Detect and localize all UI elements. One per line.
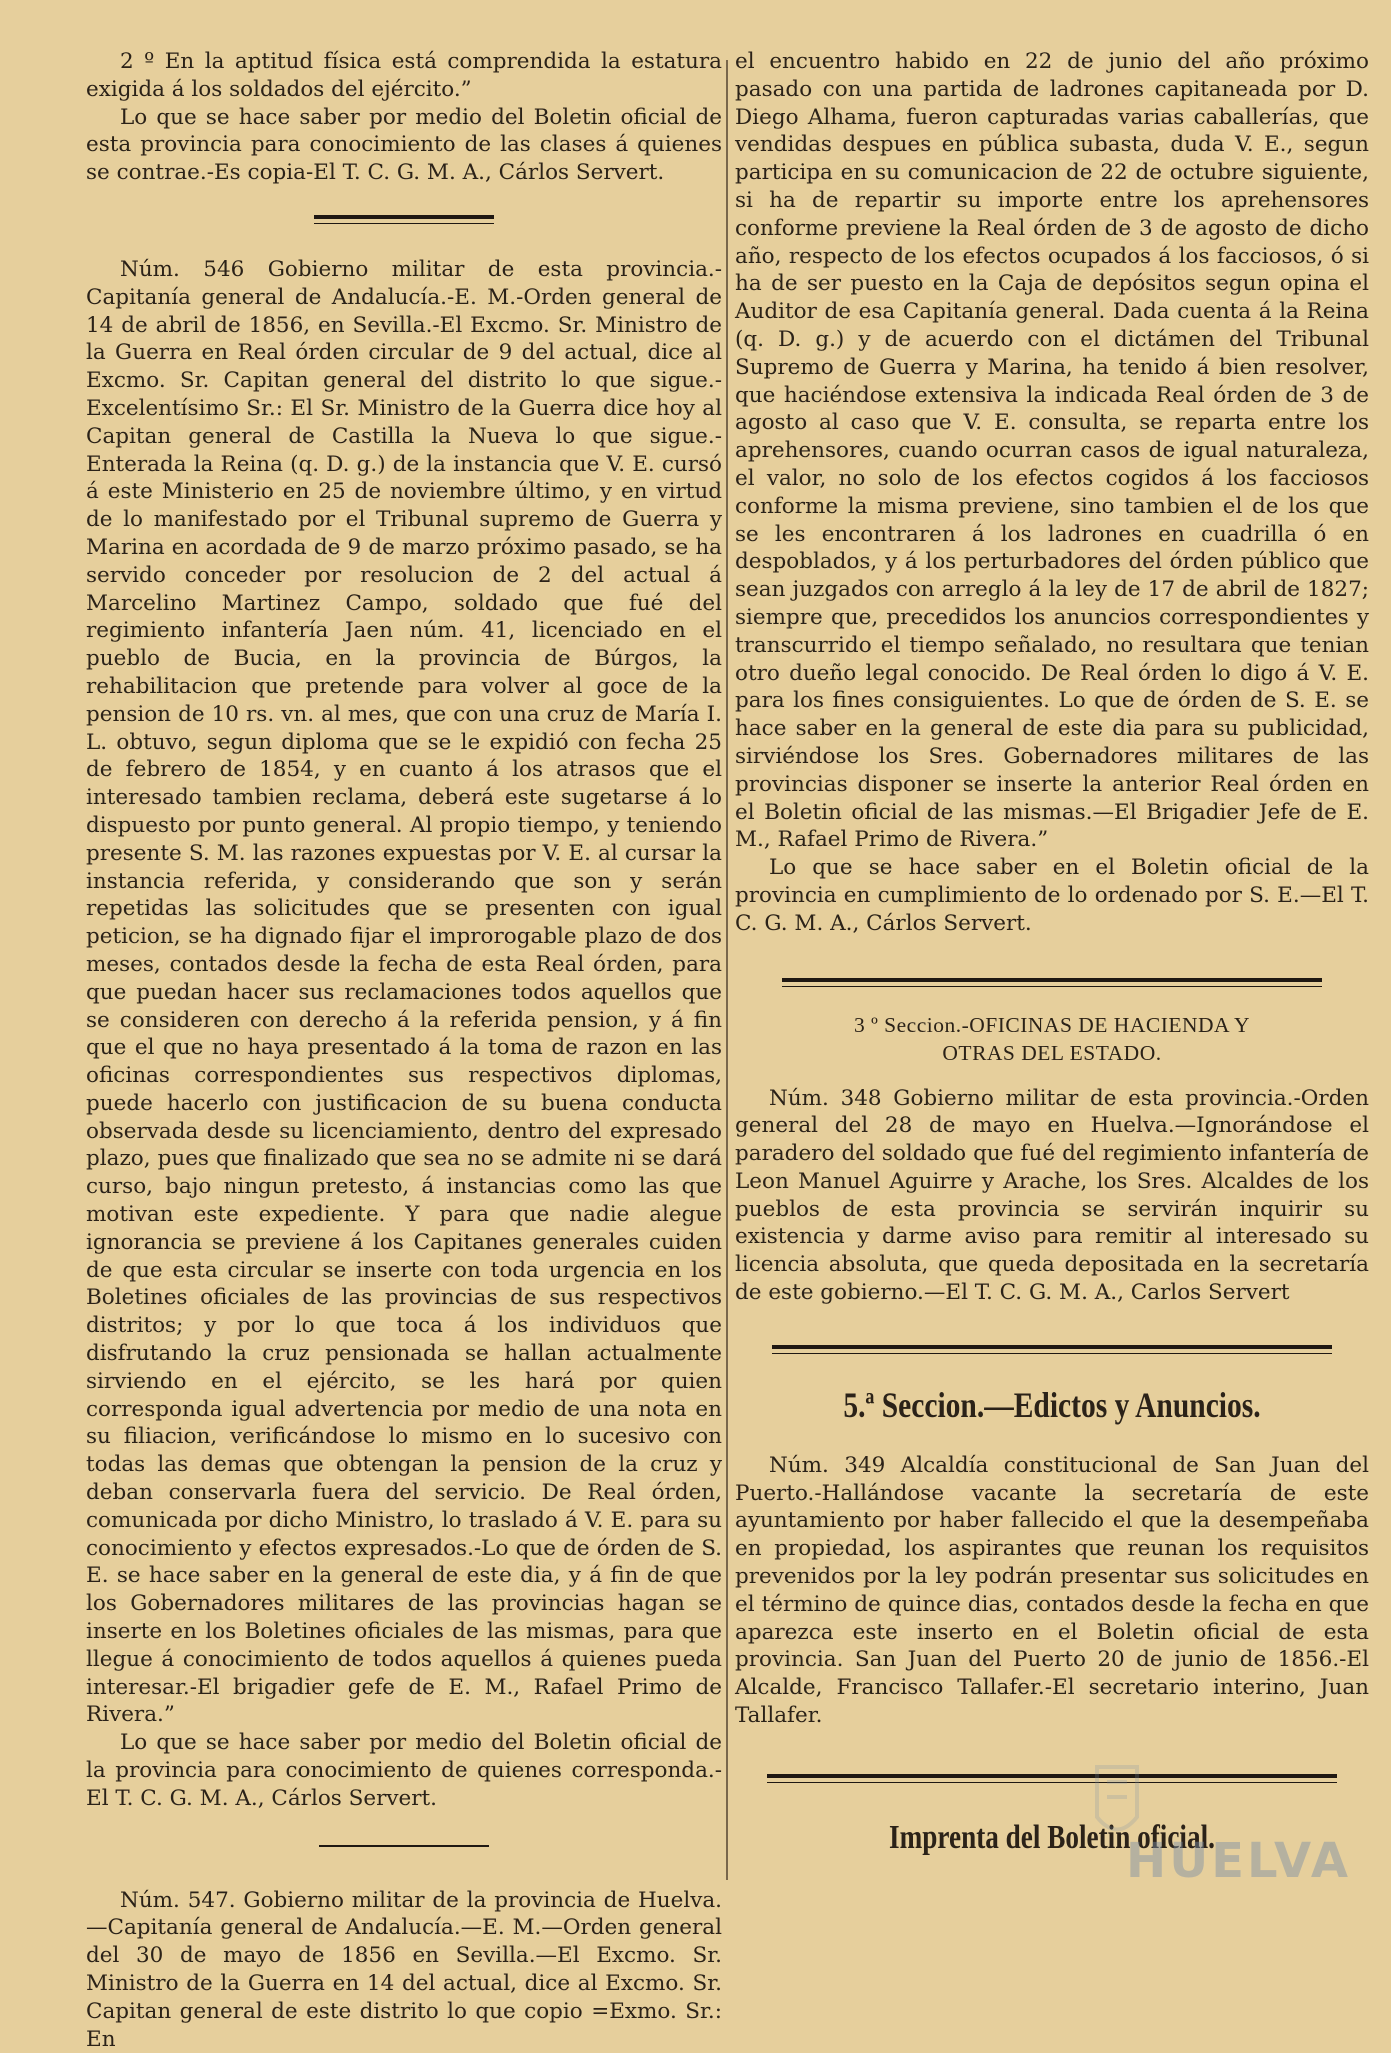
section-3-heading-line2: OTRAS DEL ESTADO. xyxy=(942,1040,1162,1065)
article-547-note: Lo que se hace saber en el Boletin oficial de la provincia en cumplimiento de lo ordenado por S. E.—El T. C. G. M. A., Cárlos Servert. xyxy=(735,855,1369,936)
separator-rule xyxy=(314,215,494,224)
separator-rule xyxy=(319,1845,489,1847)
article-547-continued: el encuentro habido en 22 de junio del año próximo pasado con una partida de ladrones capitaneada por D. Diego Alhama, fueron capturadas varias caballerías, que vendidas despues en pública subasta, duda V. E., segun participa en su comunicacion de 22 de octubre siguiente, si ha de repartir su importe entre los aprehensores conforme previene la Real órden de 3 de agosto de dicho año, respecto de los efectos ocupados á los facciosos, ó si ha de ser puesto en la Caja de depósitos segun opina el Auditor de esa Capitanía general. Dada cuenta á la Reina (q. D. g.) y de acuerdo con el dictámen del Tribunal Supremo de Guerra y Marina, ha tenido á bien resolver, que haciéndose extensiva la indicada Real órden de 3 de agosto al caso que V. E. consulta, se reparta entre los aprehensores, cuando ocurran casos de igual naturaleza, el valor, no solo de los efectos cogidos á los facciosos conforme la misma previene, sino tambien el de los que se les encontraren á los ladrones en cuadrilla ó en despoblados, y á los perturbadores del órden público que sean juzgados con arreglo á la ley de 17 de abril de 1827; siempre que, precedidos los anuncios correspondientes y transcurrido el tiempo señalado, no resultara que tenian otro dueño legal conocido. De Real órden lo digo á V. E. para los fines consiguientes. Lo que de órden de S. E. se hace saber en la general de este dia para su publicidad, sirviéndose los Sres. Gobernadores militares de las provincias disponer se inserte la anterior Real órden en el Boletin oficial de las mismas.—El Brigadier Jefe de E. M., Rafael Primo de Rivera.” xyxy=(735,49,1369,853)
article-546-note: Lo que se hace saber por medio del Boletin oficial de la provincia para conocimiento de quienes corresponda.-El T. C. G. M. A., Cárlos Servert. xyxy=(86,1730,722,1811)
article-349: Núm. 349 Alcaldía constitucional de San Juan del Puerto.-Hallándose vacante la secretaría de este ayuntamiento por haber fallecido el que la desempeñaba en propiedad, los aspirantes que reunan los requisitos prevenidos por la ley podrán presentar sus solicitudes en el término de quince dias, contados desde la fecha en que aparezca este inserto en el Boletin oficial de esta provincia. San Juan del Puerto 20 de junio de 1856.-El Alcalde, Francisco Tallafer.-El secretario interino, Juan Tallafer. xyxy=(735,1452,1369,1729)
section-3-heading-line1: 3 º Seccion.-OFICINAS DE HACIENDA Y xyxy=(853,1012,1250,1037)
item-2-note: Lo que se hace saber por medio del Boletin oficial de esta provincia para conocimiento de las clases á quienes se contrae.-Es copia-El T. C. G. M. A., Cárlos Servert. xyxy=(86,104,722,186)
section-5-heading: 5.ª Seccion.—Edictos y Anuncios. xyxy=(843,1384,1261,1425)
section-3-heading xyxy=(735,1011,1369,1067)
article-546: Núm. 546 Gobierno militar de esta provincia.-Capitanía general de Andalucía.-E. M.-Orden general de 14 de abril de 1856, en Sevilla.-El Excmo. Sr. Ministro de la Guerra en Real órden circular de 9 del actual, dice al Excmo. Sr. Capitan general del distrito lo que sigue.-Excelentísimo Sr.: El Sr. Ministro de la Guerra dice hoy al Capitan general de Castilla la Nueva lo que sigue.-Enterada la Reina (q. D. g.) de la instancia que V. E. cursó á este Ministerio en 25 de noviembre último, y en virtud de lo manifestado por el Tribunal supremo de Guerra y Marina en acordada de 9 de marzo próximo pasado, se ha servido conceder por resolucion de 2 del actual á Marcelino Martinez Campo, soldado que fué del regimiento infantería Jaen núm. 41, licenciado en el pueblo de Bucia, en la provincia de Búrgos, la rehabilitacion que pretende para volver al goce de la pension de 10 rs. vn. al mes, que con una cruz de María I. L. obtuvo, segun diploma que se le expidió con fecha 25 de febrero de 1854, y en cuanto á los atrasos que el interesado tambien reclama, deberá este sugetarse á lo dispuesto por punto general. Al propio tiempo, y teniendo presente S. M. las razones expuestas por V. E. al cursar la instancia referida, y considerando que son y serán repetidas las solicitudes que se presenten con igual peticion, se ha dignado fijar el improrogable plazo de dos meses, contados desde la fecha de esta Real órden, para que puedan hacer sus reclamaciones todos aquellos que se consideren con derecho á la referida pension, y á fin que el que no haya presentado á la toma de razon en las oficinas correspondientes sus respectivos diplomas, puede hacerlo con justificacion de su buena conducta observada desde su licenciamiento, dentro del expresado plazo, pues que finalizado que sea no se admite ni se dará curso, bajo ningun pretesto, á instancias como las que motivan este expediente. Y para que nadie alegue ignorancia se previene á los Capitanes generales cuiden de que esta circular se inserte con toda urgencia en los Boletines oficiales de las provincias de sus respectivos distritos; y por lo que toca á los individuos que disfrutando la cruz pensionada se hallan actualmente sirviendo en el ejército, se les hará por quien corresponda igual advertencia por medio de una nota en su filiacion, verificándose lo mismo en lo sucesivo con todas las demas que obtengan la pension de la cruz y deban conservarla fuera del servicio. De Real órden, comunicada por dicho Ministro, lo traslado á V. E. para su conocimiento y efectos expresados.-Lo que de órden de S. E. se hace saber en la general de este dia, y á fin de que los Gobernadores militares de las provincias hagan se inserte en los Boletines oficiales de las mismas, para que llegue á conocimiento de todos aquellos á quienes pueda interesar.-El brigadier gefe de E. M., Rafael Primo de Rivera.” xyxy=(86,256,722,1728)
printer-imprint: Imprenta del Boletin oficial. xyxy=(889,1818,1215,1856)
article-547: Núm. 547. Gobierno militar de la provincia de Huelva. —Capitanía general de Andalucía.—E. M.—Orden general del 30 de mayo de 1856 en Sevilla.—El Excmo. Sr. Ministro de la Guerra en 14 del actual, dice al Excmo. Sr. Capitan general de este distrito lo que copio =Exmo. Sr.: En xyxy=(86,1887,722,2052)
left-column xyxy=(86,48,722,2053)
column-divider xyxy=(726,60,728,1880)
item-2-text: 2 º En la aptitud física está comprendida la estatura exigida á los soldados del ejército.” xyxy=(86,49,722,102)
article-348: Núm. 348 Gobierno militar de esta provincia.-Orden general del 28 de mayo en Huelva.—Ignorándose el paradero del soldado que fué del regimiento infantería de Leon Manuel Aguirre y Arache, los Sres. Alcaldes de los pueblos de esta provincia se servirán inquirir su existencia y darme aviso para remitir al interesado su licencia absoluta, que queda depositada en la secretaría de este gobierno.—El T. C. G. M. A., Carlos Servert xyxy=(735,1085,1369,1306)
watermark-text: HUELVA xyxy=(1126,1833,1351,1889)
right-column xyxy=(735,48,1369,1857)
separator-rule xyxy=(772,1345,1332,1354)
separator-rule xyxy=(782,978,1322,987)
